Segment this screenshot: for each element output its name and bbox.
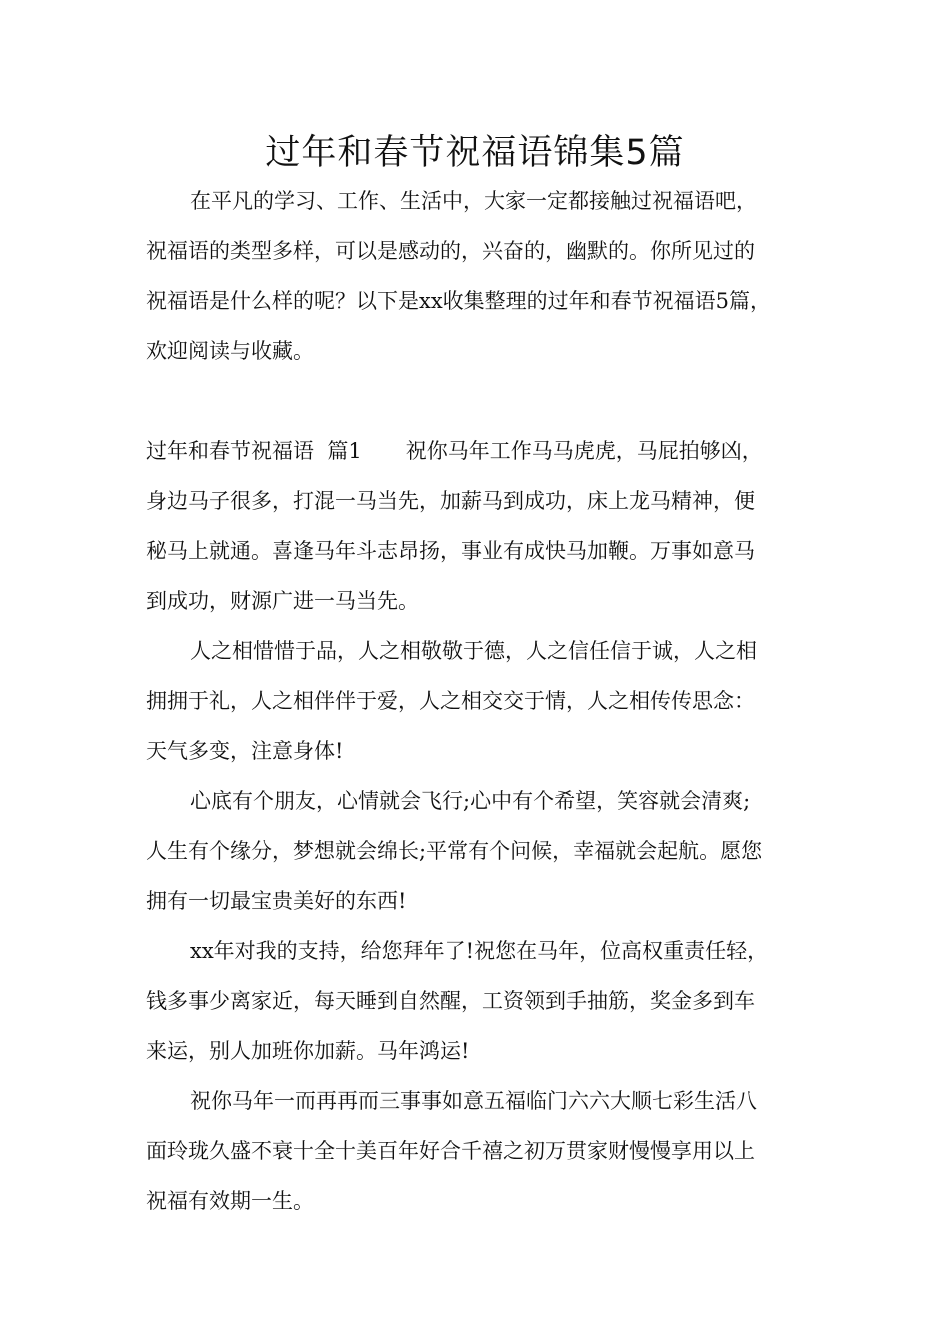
- section-heading: 过年和春节祝福语 篇1: [146, 439, 362, 463]
- paragraph-2-line-3: 天气多变，注意身体!: [146, 739, 344, 763]
- section-1-first-line: [146, 436, 836, 466]
- paragraph-2-line-1: 人之相惜惜于品，人之相敬敬于德，人之信任信于诚，人之相: [190, 639, 757, 663]
- paragraph-4-line-3: 来运，别人加班你加薪。马年鸿运!: [146, 1039, 470, 1063]
- paragraph-2-line-2: 拥拥于礼，人之相伴伴于爱，人之相交交于情，人之相传传思念：: [146, 689, 755, 713]
- paragraph-4-line-2: 钱多事少离家近，每天睡到自然醒，工资领到手抽筋，奖金多到车: [146, 989, 755, 1013]
- intro-line-3: 祝福语是什么样的呢？以下是xx收集整理的过年和春节祝福语5篇，: [146, 289, 772, 313]
- section-1-line-3: 秘马上就通。喜逢马年斗志昂扬，事业有成快马加鞭。万事如意马: [146, 539, 755, 563]
- paragraph-5-line-3: 祝福有效期一生。: [146, 1189, 314, 1213]
- paragraph-4-line-1: xx年对我的支持，给您拜年了!祝您在马年，位高权重责任轻，: [190, 939, 769, 963]
- paragraph-3-line-2: 人生有个缘分，梦想就会绵长;平常有个问候，幸福就会起航。愿您: [146, 839, 763, 863]
- paragraph-5-line-2: 面玲珑久盛不衰十全十美百年好合千禧之初万贯家财慢慢享用以上: [146, 1139, 755, 1163]
- document-title: 过年和春节祝福语锦集5篇: [265, 133, 685, 173]
- intro-line-1: 在平凡的学习、工作、生活中，大家一定都接触过祝福语吧，: [190, 189, 757, 213]
- section-1-line-2: 身边马子很多，打混一马当先，加薪马到成功，床上龙马精神，便: [146, 489, 755, 513]
- intro-line-2: 祝福语的类型多样，可以是感动的，兴奋的，幽默的。你所见过的: [146, 239, 755, 263]
- paragraph-3-line-3: 拥有一切最宝贵美好的东西!: [146, 889, 407, 913]
- intro-line-4: 欢迎阅读与收藏。: [146, 339, 314, 363]
- section-first-text: 祝你马年工作马马虎虎，马屁拍够凶，: [405, 439, 763, 463]
- paragraph-5-line-1: 祝你马年一而再再而三事事如意五福临门六六大顺七彩生活八: [190, 1089, 757, 1113]
- section-1-line-4: 到成功，财源广进一马当先。: [146, 589, 419, 613]
- paragraph-3-line-1: 心底有个朋友，心情就会飞行;心中有个希望，笑容就会清爽;: [190, 789, 751, 813]
